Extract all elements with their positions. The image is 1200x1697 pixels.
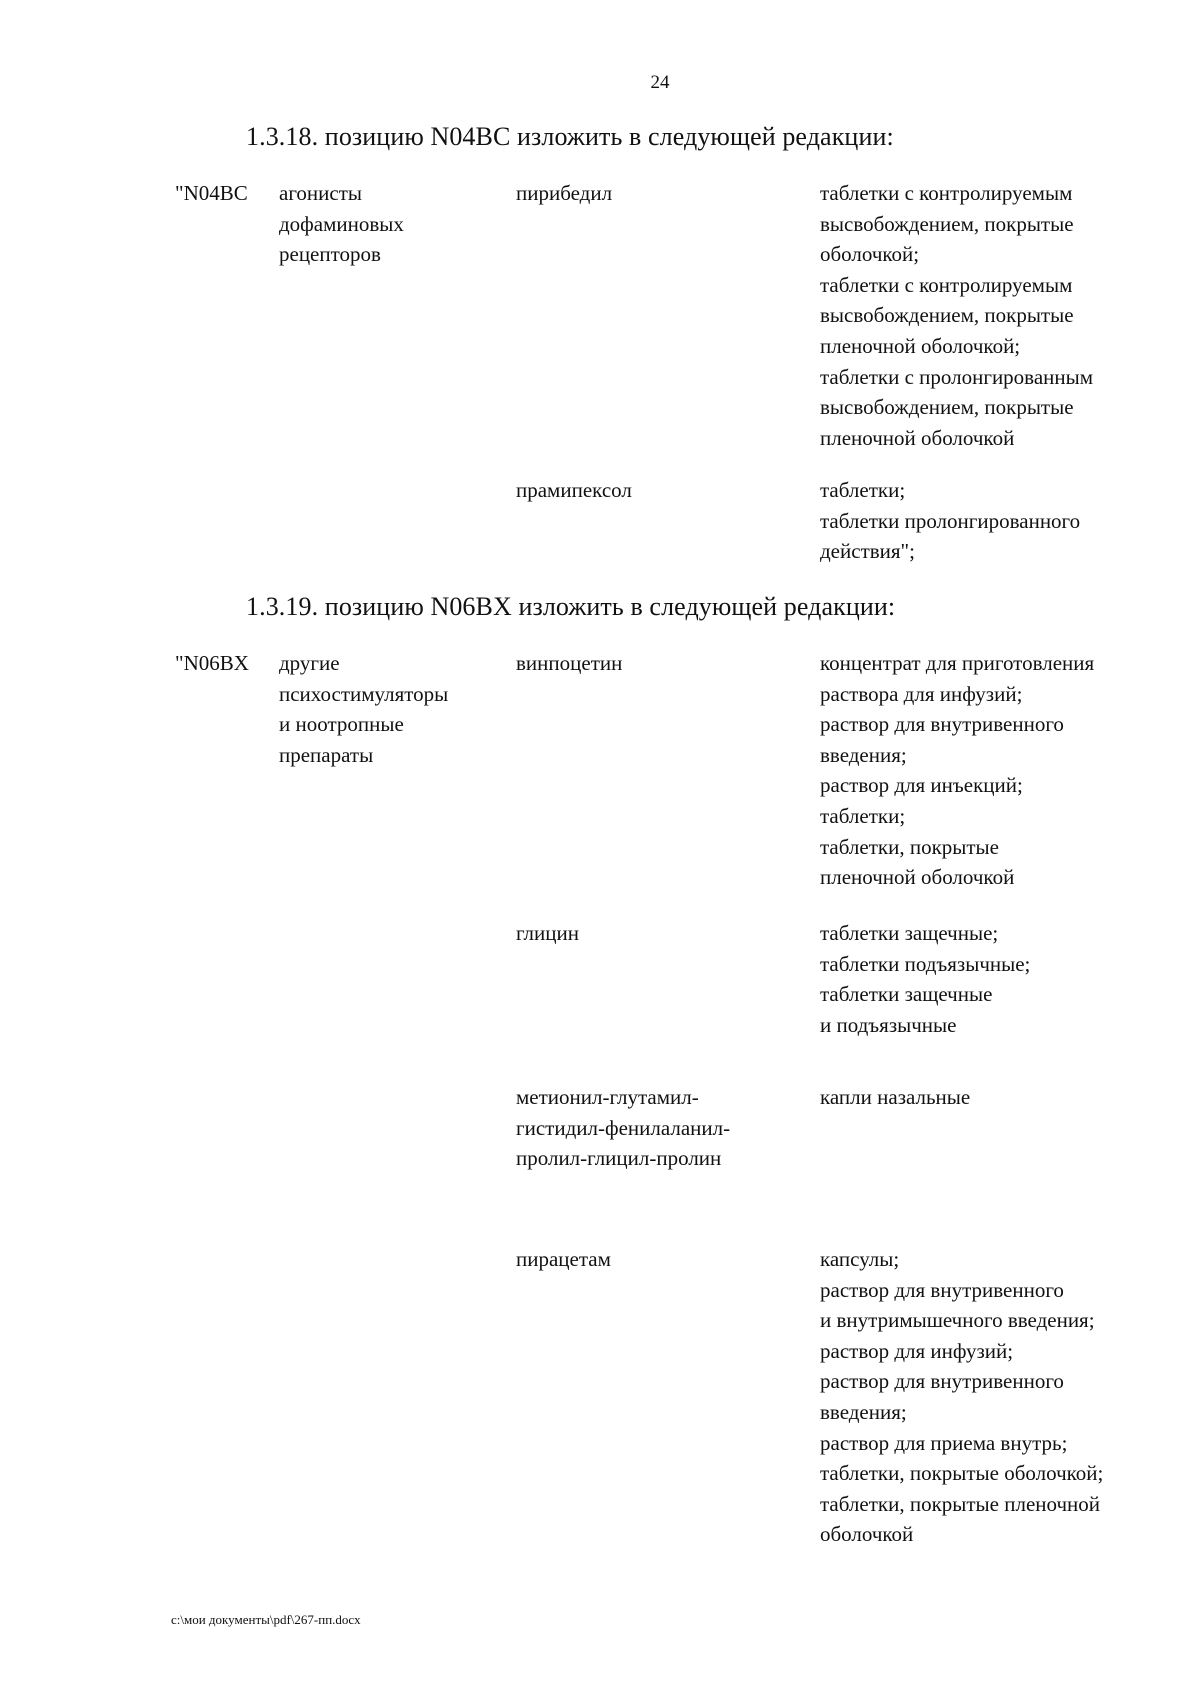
drug-name: пирацетам (516, 1247, 611, 1271)
atc-group-name: агонисты дофаминовых рецепторов (279, 181, 404, 267)
page-number: 24 (650, 72, 670, 93)
drug-name: винпоцетин (516, 651, 623, 675)
atc-code: "N06BX (175, 651, 249, 675)
drug-name: пирибедил (516, 181, 613, 205)
section-heading-n06bx: 1.3.19. позицию N06BX изложить в следующей редакции: (246, 592, 896, 621)
dosage-forms: таблетки с контролируемым высвобождением, покрытые оболочкой; таблетки с контролируемым высвобождением, покрытые пленочной оболочкой; таблетки с пролонгированным высвобождением, покрытые пленочной оболочкой (820, 181, 1094, 450)
drug-name: глицин (516, 921, 579, 945)
dosage-forms: таблетки; таблетки пролонгированного действия"; (820, 478, 1081, 564)
section-heading-n04bc: 1.3.18. позицию N04BC изложить в следующей редакции: (246, 122, 894, 151)
dosage-forms: концентрат для приготовления раствора для инфузий; раствор для внутривенного введения; раствор для инъекций; таблетки; таблетки, покрытые пленочной оболочкой (820, 651, 1095, 890)
drug-name: метионил-глутамил- гистидил-фенилаланил- пролил-глицил-пролин (516, 1085, 731, 1171)
footer-file-path: c:\мои документы\pdf\267-пп.docx (171, 1612, 361, 1627)
dosage-forms: капсулы; раствор для внутривенного и внутримышечного введения; раствор для инфузий; раствор для внутривенного введения; раствор для приема внутрь; таблетки, покрытые оболочкой; таблетки, покрытые пленочной оболочкой (820, 1247, 1104, 1547)
dosage-forms: капли назальные (820, 1085, 971, 1109)
atc-group-name: другие психостимуляторы и ноотропные препараты (279, 651, 449, 767)
dosage-forms: таблетки защечные; таблетки подъязычные; таблетки защечные и подъязычные (820, 921, 1031, 1037)
atc-code: "N04BC (175, 181, 248, 205)
drug-name: прамипексол (516, 478, 632, 502)
